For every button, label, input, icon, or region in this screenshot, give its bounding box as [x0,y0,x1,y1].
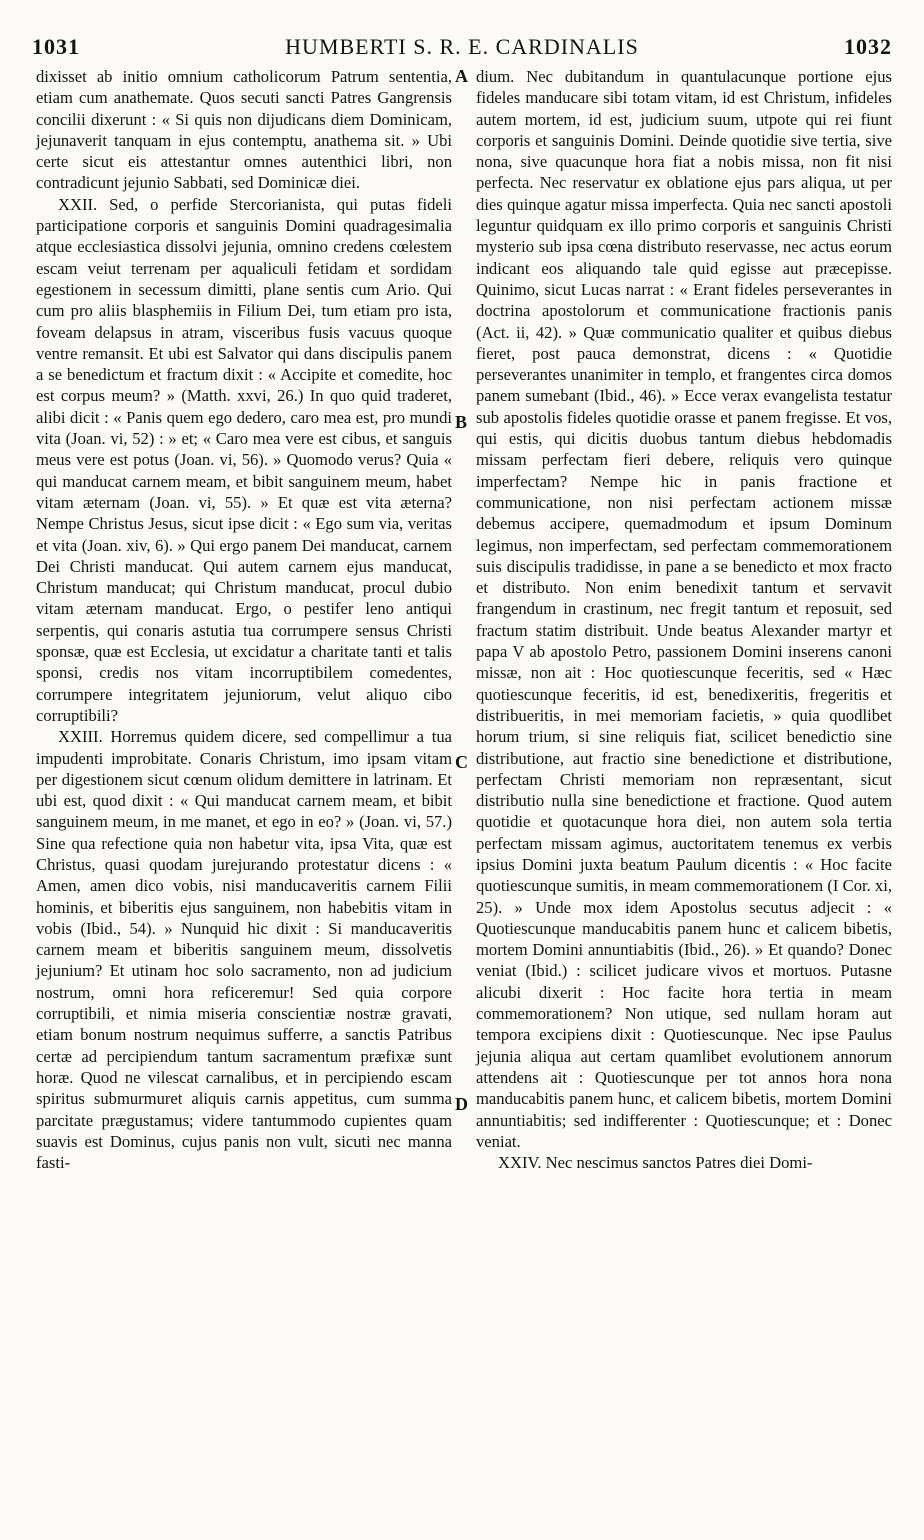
paragraph: dixisset ab initio omnium catholicorum Patrum sententia, etiam cum anathemate. Quos secuti sancti Patres Gangrensis concilii dixerunt : « Si quis non dijudicans diem Dominicam, jejunaverit tanquam in ejus contemptu, anathema sit. » Ubi certe sicut eis attestantur omnes autenthici libri, non contradicunt jejunio Sabbati, sed Dominicæ diei. [36,67,452,193]
margin-letter-c: C [455,752,468,772]
running-header [32,34,892,66]
margin-letter-d: D [455,1094,468,1114]
running-title: HUMBERTI S. R. E. CARDINALIS [285,34,639,59]
paragraph: XXII. Sed, o perfide Stercorianista, qui putas fideli participatione corporis et sanguinis Domini quadragesimalia atque ecclesiastica dissolvi jejunia, omnino credens cœlestem escam veiut terrenam per aqualiculi fetidam et sordidam egestionem in secessum dimitti, plane sentis cum Ario. Qui cum pro aliis blasphemiis in Filium Dei, tum etiam pro ista, foveam delapsus in atram, visceribus fusis vacuus quoque ventre remansit. Et ubi est Salvator qui dans discipulis panem a se benedictum et fractum dixit : « Accipite et comedite, hoc est corpus meum? » (Matth. xxvi, 26.) In quo quid traderet, alibi dicit : « Panis quem ego dedero, caro mea est, pro mundi vita (Joan. vi, 52) : » et; « Caro mea vere est cibus, et sanguis meus vere est potus (Joan. vi, 56). » Quomodo verus? Quia « qui manducat carnem meam, et bibit sanguinem meum, habet vitam æternam (Joan. vi, 55). » Et quæ est vita æterna? Nempe Christus Jesus, sicut ipse dicit : « Ego sum via, veritas et vita (Joan. xiv, 6). » Qui ergo panem Dei manducat, carnem Dei Christi manducat. Qui autem carnem ejus manducat, Christum manducat; qui Christum manducat, procul dubio vitam æternam manducat. Ergo, o pestifer leno antiqui serpentis, qui conaris astutia tua corrumpere sensus Christi sponsæ, quæ est Ecclesia, ut excidatur a charitate tanti et talis sponsi, credis nos vitam incorruptibilem comedentes, corrumpere integritatem jejuniorum, velut aliquo cibo corruptibili? [36,194,452,725]
right-column [476,66,892,1173]
paragraph: XXIV. Nec nescimus sanctos Patres diei Domi- [498,1153,813,1173]
left-column [36,66,452,1173]
margin-letter-a: A [455,66,468,86]
page-number-right: 1032 [844,34,892,59]
page-number-left: 1031 [32,34,80,59]
paragraph: dium. Nec dubitandum in quantulacunque portione ejus fideles manducare sibi totam vitam, id est Christum, infideles autem mortem, id est, judicium suum, utpote qui rei fiunt corporis et sanguinis Domini. Deinde quotidie sive tertia, sive nona, sive quacunque hora fiat a nobis missa, non fit nisi perfecta. Nec reservatur ex oblatione ejus pars aliqua, ut per dies quinque agatur missa imperfecta. Quia nec sancti apostoli leguntur quidquam ex illo primo corporis et sanguinis Christi mysterio sub ipsa cœna distributo reservasse, nec actus eorum indicant eos aliquando tale quid egisse aut præcepisse. Quinimo, sicut Lucas narrat : « Erant fideles perseverantes in doctrina apostolorum et communicatione fractionis panis (Act. ii, 42). » Quæ communicatio qualiter et quibus diebus fieret, post pauca demonstrat, dicens : « Quotidie perseverantes unanimiter in templo, et frangentes circa domos panem sumebant (Ibid., 46). » Ecce verax evangelista testatur sub apostolis fideles quotidie orasse et panem fregisse. Et vos, qui estis, qui dicitis duobus tantum diebus hebdomadis missam perfectam fieri debere, reliquis vero quinque imperfectam? Nempe hic in panis fractione et communicatione, non nisi perfectam actionem missæ debemus accipere, quemadmodum et ipsum Dominum legimus, non imperfectam, sed perfectam commemorationem suis discipulis tradidisse, in pane a se benedicto et mox fracto et distributo. Non enim benedixit tantum et servavit frangendum in crastinum, nec fregit tantum et reposuit, sed fractum statim distribuit. Unde beatus Alexander martyr et papa V ab apostolo Petro, passionem Domini inserens canoni missæ, non ait : Hoc quotiescunque feceritis, sed « Hæc quotiescunque feceritis, id est, benedixeritis, fregeritis et distribueritis, in mei memoriam facietis, » quia quodlibet horum trium, si sine reliquis fiat, scilicet benedictio sine distributione, aut fractio sine benedictione et distributione, perfectam Christi memoriam non repræsentant, sicut distributio nulla sine benedictione et fractione. Quod autem quotidie et quotacunque hora diei, non autem sola tertia perfectam missam agimus, auctoritatem tenemus ex verbis ipsius Domini juxta beatum Paulum dicentis : « Hoc facite quotiescunque sumitis, in meam commemorationem (I Cor. xi, 25). » Unde mox idem Apostolus secutus adjecit : « Quotiescunque manducabitis panem hunc et calicem bibetis, mortem Domini annuntiabitis (Ibid., 26). » Et quando? Donec veniat (Ibid.) : scilicet judicare vivos et mortuos. Putasne alicubi dixerit : Hoc facite hora tertia in meam commemorationem? Non utique, sed nullam horam aut tempora excipiens dixit : Quotiescunque. Nec ipse Paulus jejunia aliqua aut certam quamlibet evolutionem annorum attendens ait : Quotiescunque per tot annos hora nona manducabitis panem hunc, et calicem bibetis, mortem Domini annuntiabitis; sed indifferenter : Quotiescunque; et : Donec veniat. [476,67,892,1151]
paragraph: XXIII. Horremus quidem dicere, sed compellimur a tua impudenti improbitate. Conaris Christum, imo ipsam vitam per digestionem sicut cœnum olidum demittere in latrinam. Et ubi est, quod dixit : « Qui manducat carnem meam, et bibit sanguinem meum, in me manet, et ego in eo? » (Joan. vi, 57.) Sine qua refectione quia non habetur vita, ipsa Vita, quæ est Christus, quasi quodam jurejurando protestatur dicens : « Amen, amen dico vobis, nisi manducaveritis carnem Filii hominis, et biberitis ejus sanguinem, non habebitis vitam in vobis (Ibid., 54). » Nunquid hic dixit : Si manducaveritis carnem meam et biberitis sanguinem meum, dissolvetis jejunium? Et utinam hoc solo sacramento, non ad judicium nostrum, omni hora reficeremur! Sed quia corpore corruptibili, et nimia miseria conscientiæ nostræ gravati, etiam bonum nostrum nequimus sufferre, a sanctis Patribus certæ ad percipiendum tantum sacramentum præfixæ sunt horæ. Quod ne vilescat carnalibus, et in percipiendo escam spiritus submurmuret aliquis carnis appetitus, cum summa parcitate prægustamus; videre tantummodo cupientes quam suavis est Dominus, cujus panis non vult, sicuti nec manna fasti- [36,727,452,1173]
margin-letter-b: B [455,412,468,432]
